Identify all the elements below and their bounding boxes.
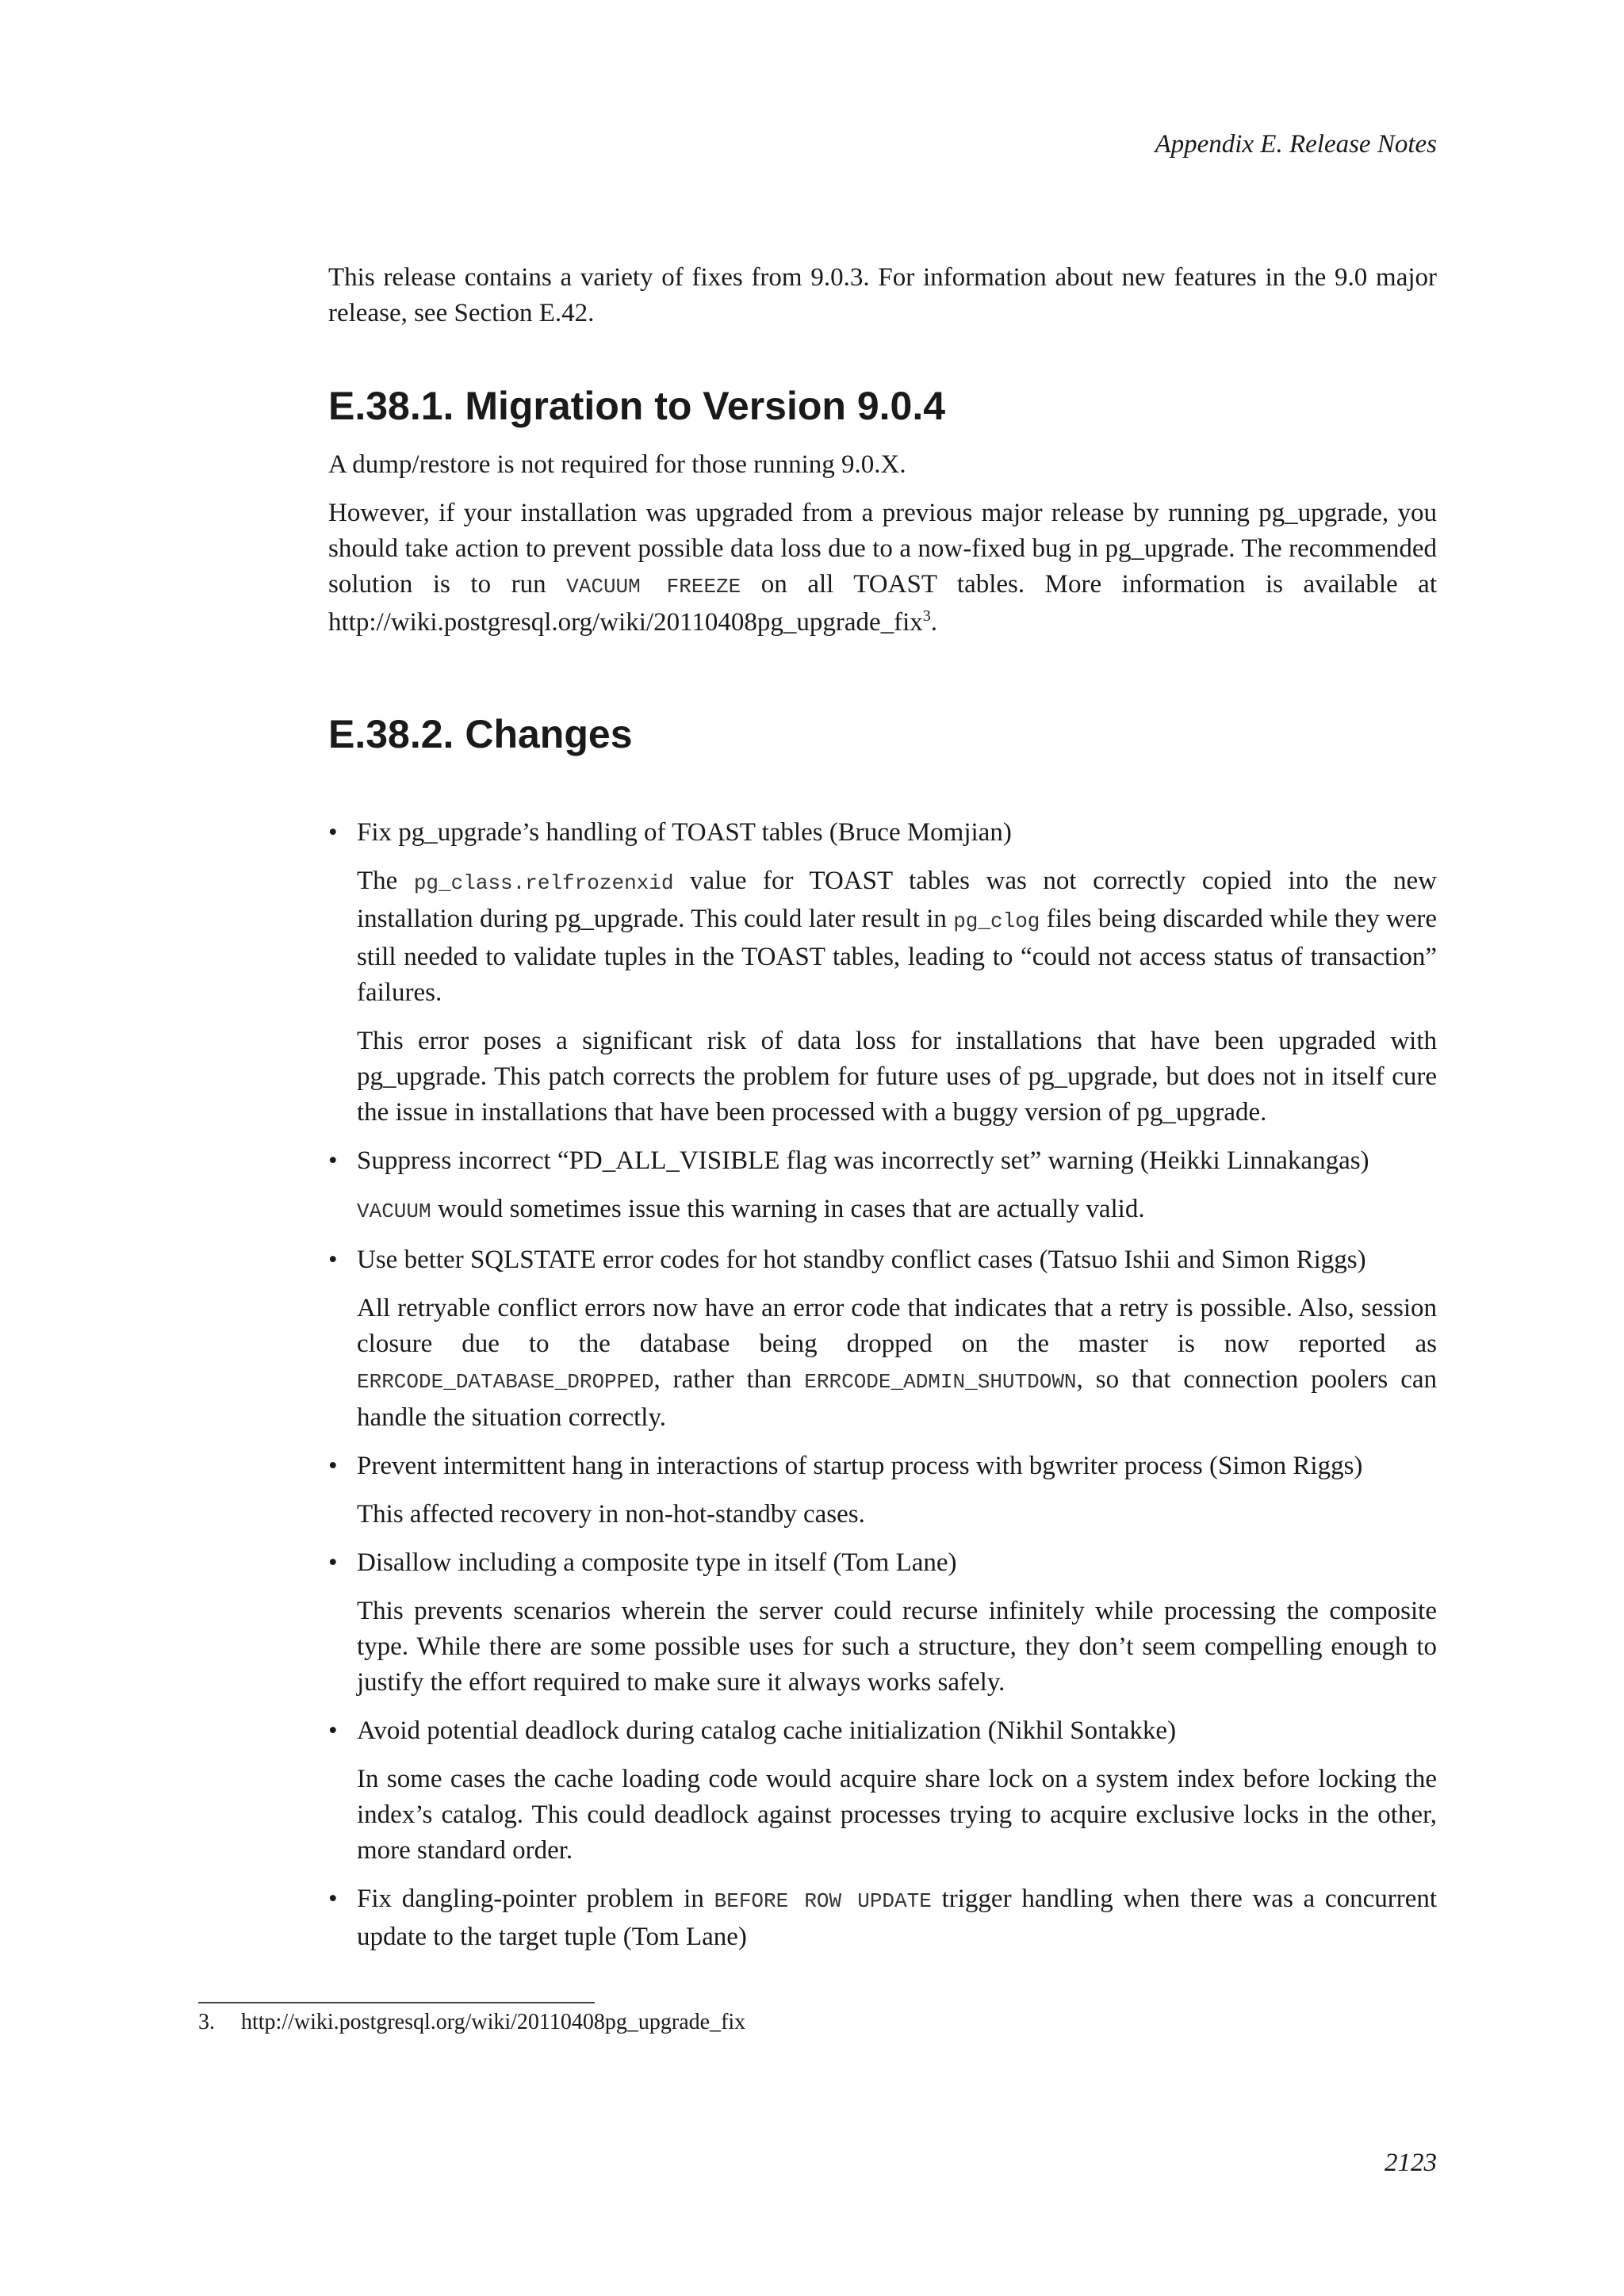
changes-list bbox=[328, 815, 1437, 1955]
bullet-marker: • bbox=[328, 1246, 338, 1274]
migration-paragraph-2 bbox=[328, 496, 1437, 641]
pg-clog-code: pg_clog bbox=[953, 909, 1040, 933]
title-text: Fix dangling-pointer problem in bbox=[357, 1885, 714, 1913]
item-title: Fix pg_upgrade’s handling of TOAST tables (Bruce Momjian) bbox=[357, 818, 1012, 847]
item-description: This affected recovery in non-hot-standby cases. bbox=[357, 1500, 865, 1529]
migration-text-b: on all TOAST tables. More information is available at http://wiki.postgresql.org/wiki/20110408pg_upgrade_fix bbox=[328, 570, 1437, 637]
vacuum-code: VACUUM bbox=[357, 1200, 431, 1223]
list-item bbox=[328, 1448, 1437, 1533]
desc-text: files being discarded while they were still needed to validate tuples in the TOAST tables, leading to “could not access status of transaction” failures. bbox=[357, 905, 1437, 1007]
list-item bbox=[328, 1143, 1437, 1230]
migration-text-c: . bbox=[930, 608, 938, 637]
bullet-marker: • bbox=[328, 818, 338, 847]
bullet-marker: • bbox=[328, 1548, 338, 1577]
relfrozenxid-code: pg_class.relfrozenxid bbox=[413, 871, 674, 895]
footnote-divider bbox=[198, 2002, 595, 2003]
page-content bbox=[328, 260, 1437, 1968]
item-description: This error poses a significant risk of data loss for installations that have been upgraded with pg_upgrade. This patch corrects the problem for future uses of pg_upgrade, but does not in itself cure the issue in installations that have been processed with a buggy version of pg_upgrade. bbox=[357, 1027, 1437, 1127]
footnote-link[interactable]: http://wiki.postgresql.org/wiki/20110408pg_upgrade_fix bbox=[241, 2010, 746, 2034]
desc-text: value for TOAST tables was not correctly copied into the new installation during pg_upgrade. This could later result in bbox=[357, 867, 1437, 933]
bullet-marker: • bbox=[328, 1716, 338, 1745]
bullet-marker: • bbox=[328, 1146, 338, 1175]
footnote bbox=[198, 2007, 745, 2038]
changes-heading: E.38.2. Changes bbox=[328, 712, 633, 756]
list-item bbox=[328, 1545, 1437, 1701]
item-description: In some cases the cache loading code would acquire share lock on a system index before locking the index’s catalog. This could deadlock against processes trying to acquire exclusive locks in the other, more standard order. bbox=[357, 1765, 1437, 1865]
migration-heading: E.38.1. Migration to Version 9.0.4 bbox=[328, 384, 946, 428]
item-title: Suppress incorrect “PD_ALL_VISIBLE flag was incorrectly set” warning (Heikki Linnakangas) bbox=[357, 1146, 1369, 1175]
item-description bbox=[357, 863, 1437, 1011]
title-text: trigger handling when there was a concurrent update to the target tuple (Tom Lane) bbox=[357, 1885, 1438, 1951]
item-title: Disallow including a composite type in itself (Tom Lane) bbox=[357, 1548, 957, 1577]
intro-paragraph: This release contains a variety of fixes from 9.0.3. For information about new features in the 9.0 major release, see Section E.42. bbox=[328, 263, 1437, 327]
item-title: Avoid potential deadlock during catalog cache initialization (Nikhil Sontakke) bbox=[357, 1716, 1177, 1745]
errcode-admin-shutdown-code: ERRCODE_ADMIN_SHUTDOWN bbox=[804, 1370, 1077, 1394]
desc-text: would sometimes issue this warning in cases that are actually valid. bbox=[431, 1195, 1145, 1223]
item-title bbox=[357, 1881, 1437, 1955]
desc-text: All retryable conflict errors now have an error code that indicates that a retry is possible. Also, session closure due to the database being dropped on the master is now reported as bbox=[357, 1294, 1437, 1358]
list-item bbox=[328, 1242, 1437, 1436]
running-header: Appendix E. Release Notes bbox=[1155, 130, 1437, 159]
migration-paragraph-1: A dump/restore is not required for those running 9.0.X. bbox=[328, 450, 906, 479]
vacuum-freeze-code: VACUUM FREEZE bbox=[566, 575, 741, 599]
item-description bbox=[357, 1291, 1437, 1436]
bullet-marker: • bbox=[328, 1452, 338, 1480]
item-title: Prevent intermittent hang in interactions of startup process with bgwriter process (Simon Riggs) bbox=[357, 1452, 1363, 1480]
footnote-ref[interactable]: 3 bbox=[922, 607, 931, 625]
list-item bbox=[328, 815, 1437, 1131]
desc-text: , so that connection poolers can handle the situation correctly. bbox=[357, 1365, 1437, 1432]
desc-text: , rather than bbox=[653, 1365, 805, 1394]
migration-text-a: However, if your installation was upgraded from a previous major release by running pg_upgrade, you should take action to prevent possible data loss due to a now-fixed bug in pg_upgrade. The recommended solution is to run bbox=[328, 499, 1437, 599]
bullet-marker: • bbox=[328, 1885, 338, 1913]
item-description: This prevents scenarios wherein the server could recurse infinitely while processing the composite type. While there are some possible uses for such a structure, they don’t seem compelling enough to justify the effort required to make sure it always works safely. bbox=[357, 1597, 1437, 1697]
before-row-update-code: BEFORE ROW UPDATE bbox=[714, 1889, 932, 1913]
list-item bbox=[328, 1713, 1437, 1869]
list-item bbox=[328, 1881, 1437, 1955]
errcode-database-dropped-code: ERRCODE_DATABASE_DROPPED bbox=[357, 1370, 654, 1394]
desc-text: The bbox=[357, 867, 414, 895]
footnote-number: 3. bbox=[198, 2010, 215, 2034]
item-title: Use better SQLSTATE error codes for hot standby conflict cases (Tatsuo Ishii and Simon Riggs) bbox=[357, 1246, 1366, 1274]
page-number: 2123 bbox=[1385, 2149, 1437, 2177]
item-description bbox=[357, 1192, 1437, 1230]
